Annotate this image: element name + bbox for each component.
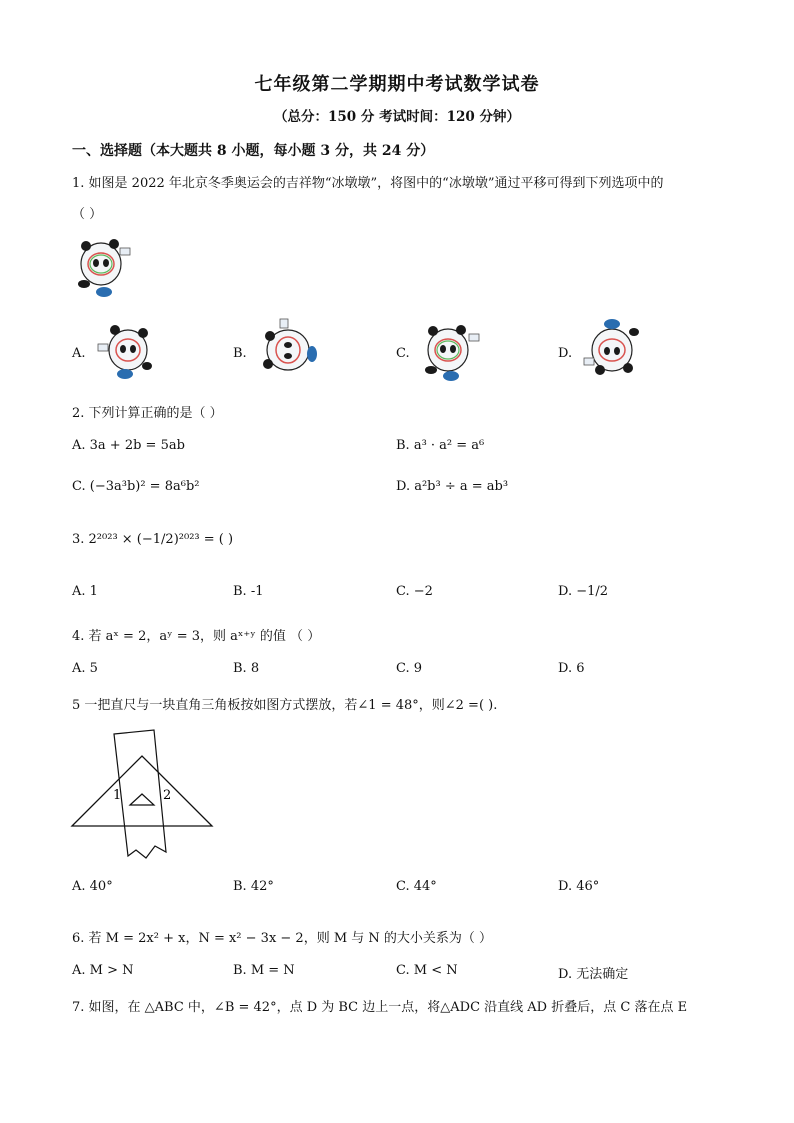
section-heading: 一、选择题（本大题共 8 小题，每小题 3 分，共 24 分） xyxy=(72,143,435,159)
q2-option-d[interactable]: D. a²b³ ÷ a = ab³ xyxy=(396,479,509,494)
q1-option-d-label[interactable]: D. xyxy=(558,346,573,361)
q2-option-a[interactable]: A. 3a + 2b = 5ab xyxy=(72,438,185,453)
q2-option-b[interactable]: B. a³ · a² = a⁶ xyxy=(396,438,485,453)
q4-option-a[interactable]: A. 5 xyxy=(72,661,98,676)
q6-option-c[interactable]: C. M < N xyxy=(396,963,458,978)
q2-option-c[interactable]: C. (−3a³b)² = 8a⁶b² xyxy=(72,479,200,494)
mascot-option-d-image xyxy=(580,318,644,382)
q3-option-d[interactable]: D. −1/2 xyxy=(558,584,609,599)
angle-1-label: 1 xyxy=(113,788,122,803)
mascot-option-a-image xyxy=(95,320,155,382)
diagram-set-square xyxy=(72,756,212,826)
q3-stem: 3. 2²⁰²³ × (−1/2)²⁰²³ = ( ) xyxy=(72,532,234,547)
q3-option-a[interactable]: A. 1 xyxy=(72,584,98,599)
angle-2-label: 2 xyxy=(163,788,172,803)
q1-option-a-label[interactable]: A. xyxy=(72,346,86,361)
q4-option-c[interactable]: C. 9 xyxy=(396,661,423,676)
q1-stem-line2: （ ） xyxy=(72,207,103,222)
q1-stem-line1: 1. 如图是 2022 年北京冬季奥运会的吉祥物“冰墩墩”，将图中的“冰墩墩”通过平移可得到下列选项中的 xyxy=(72,176,664,191)
q1-option-b-label[interactable]: B. xyxy=(233,346,247,361)
exam-subtitle: （总分：150 分 考试时间：120 分钟） xyxy=(274,109,520,125)
ruler-triangle-diagram xyxy=(66,728,218,868)
q6-option-a[interactable]: A. M > N xyxy=(72,963,134,978)
diagram-ruler xyxy=(114,730,166,858)
q2-stem: 2. 下列计算正确的是（ ） xyxy=(72,406,223,421)
mascot-option-b-image xyxy=(256,318,320,382)
q4-stem: 4. 若 aˣ = 2，aʸ = 3，则 aˣ⁺ʸ 的值 （ ） xyxy=(72,629,321,644)
q6-option-d[interactable]: D. 无法确定 xyxy=(558,967,629,982)
q5-option-a[interactable]: A. 40° xyxy=(72,879,113,894)
diagram-inner-triangle xyxy=(130,794,154,805)
q7-stem: 7. 如图，在 △ABC 中，∠B = 42°，点 D 为 BC 边上一点，将△ADC 沿直线 AD 折叠后，点 C 落在点 E xyxy=(72,1000,688,1015)
exam-title: 七年级第二学期期中考试数学试卷 xyxy=(254,74,540,95)
q1-option-c-label[interactable]: C. xyxy=(396,346,410,361)
q6-option-b[interactable]: B. M = N xyxy=(233,963,295,978)
q5-option-c[interactable]: C. 44° xyxy=(396,879,437,894)
q3-option-c[interactable]: C. −2 xyxy=(396,584,433,599)
q6-stem: 6. 若 M = 2x² + x，N = x² − 3x − 2，则 M 与 N 的大小关系为（ ） xyxy=(72,931,493,946)
q5-option-b[interactable]: B. 42° xyxy=(233,879,274,894)
mascot-original-image xyxy=(76,234,136,302)
q3-option-b[interactable]: B. -1 xyxy=(233,584,264,599)
q4-option-b[interactable]: B. 8 xyxy=(233,661,260,676)
q4-option-d[interactable]: D. 6 xyxy=(558,661,585,676)
mascot-option-c-image xyxy=(421,320,483,382)
q5-stem: 5 一把直尺与一块直角三角板按如图方式摆放，若∠1 = 48°，则∠2 =( ). xyxy=(72,698,498,713)
q5-option-d[interactable]: D. 46° xyxy=(558,879,600,894)
